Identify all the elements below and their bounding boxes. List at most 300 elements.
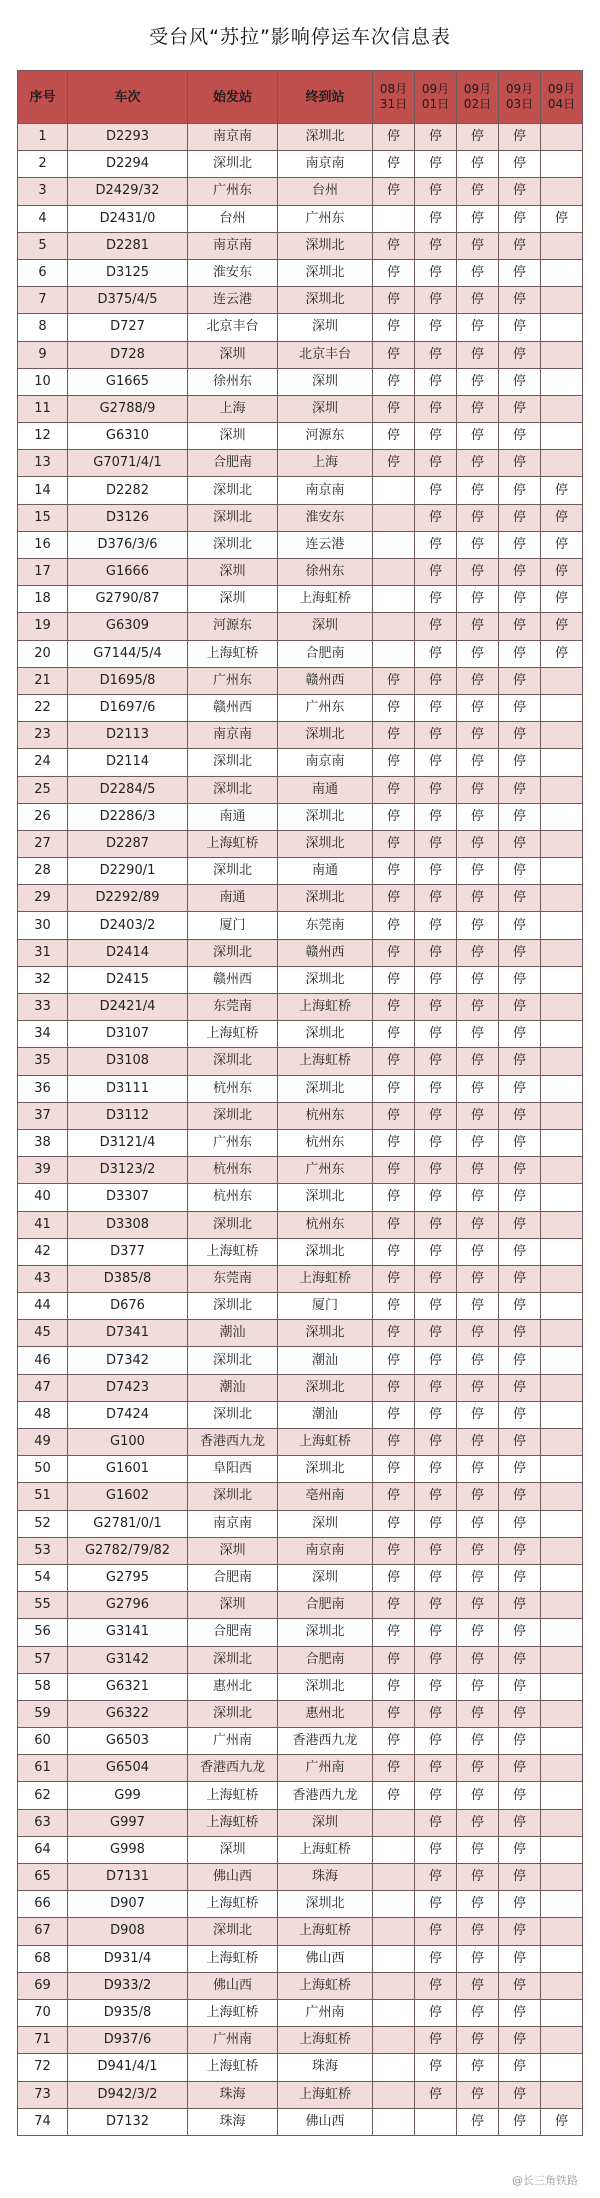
- cell-index: 57: [18, 1646, 68, 1673]
- cell-destination: 广州南: [278, 1755, 373, 1782]
- cell-stop-day-4: [541, 423, 583, 450]
- cell-stop-day-0: [373, 2027, 415, 2054]
- cell-index: 10: [18, 368, 68, 395]
- cell-destination: 徐州东: [278, 559, 373, 586]
- cell-origin: 杭州东: [188, 1184, 278, 1211]
- cell-stop-day-3: 停: [499, 1646, 541, 1673]
- cell-stop-day-0: 停: [373, 1184, 415, 1211]
- cell-stop-day-4: [541, 1836, 583, 1863]
- cell-destination: 合肥南: [278, 640, 373, 667]
- cell-stop-day-3: 停: [499, 504, 541, 531]
- cell-destination: 上海虹桥: [278, 994, 373, 1021]
- cell-stop-day-0: 停: [373, 1347, 415, 1374]
- cell-stop-day-3: 停: [499, 1592, 541, 1619]
- cell-stop-day-4: 停: [541, 477, 583, 504]
- cell-stop-day-1: 停: [415, 1374, 457, 1401]
- cell-stop-day-0: 停: [373, 1700, 415, 1727]
- table-row: [18, 1864, 583, 1891]
- cell-train: G7144/5/4: [68, 640, 188, 667]
- cell-index: 34: [18, 1021, 68, 1048]
- table-row: [18, 1184, 583, 1211]
- cell-stop-day-1: 停: [415, 1972, 457, 1999]
- cell-stop-day-2: 停: [457, 640, 499, 667]
- table-row: [18, 341, 583, 368]
- cell-destination: 深圳: [278, 395, 373, 422]
- cell-stop-day-0: 停: [373, 1728, 415, 1755]
- cell-origin: 深圳: [188, 423, 278, 450]
- cell-destination: 南通: [278, 858, 373, 885]
- cell-stop-day-2: 停: [457, 858, 499, 885]
- table-row: [18, 667, 583, 694]
- cell-index: 47: [18, 1374, 68, 1401]
- cell-stop-day-0: 停: [373, 1619, 415, 1646]
- cell-stop-day-3: 停: [499, 1483, 541, 1510]
- table-row: [18, 1782, 583, 1809]
- cell-index: 66: [18, 1891, 68, 1918]
- cell-index: 37: [18, 1102, 68, 1129]
- table-row: [18, 803, 583, 830]
- cell-stop-day-1: 停: [415, 722, 457, 749]
- cell-stop-day-2: 停: [457, 667, 499, 694]
- cell-index: 35: [18, 1048, 68, 1075]
- cell-origin: 潮汕: [188, 1374, 278, 1401]
- cell-stop-day-1: 停: [415, 341, 457, 368]
- cell-index: 59: [18, 1700, 68, 1727]
- cell-origin: 上海虹桥: [188, 640, 278, 667]
- cell-stop-day-4: [541, 830, 583, 857]
- cell-stop-day-2: 停: [457, 287, 499, 314]
- cell-stop-day-2: 停: [457, 586, 499, 613]
- cell-origin: 深圳北: [188, 1211, 278, 1238]
- header-month: 09月: [547, 82, 576, 96]
- cell-origin: 赣州西: [188, 694, 278, 721]
- cell-index: 42: [18, 1238, 68, 1265]
- cell-train: D3107: [68, 1021, 188, 1048]
- table-row: [18, 1021, 583, 1048]
- cell-destination: 杭州东: [278, 1211, 373, 1238]
- cell-stop-day-0: [373, 205, 415, 232]
- cell-stop-day-3: 停: [499, 1619, 541, 1646]
- cell-train: D376/3/6: [68, 531, 188, 558]
- cell-stop-day-2: 停: [457, 1945, 499, 1972]
- cell-stop-day-1: 停: [415, 259, 457, 286]
- cell-stop-day-4: [541, 1347, 583, 1374]
- cell-stop-day-4: [541, 749, 583, 776]
- cell-origin: 广州东: [188, 178, 278, 205]
- cell-stop-day-3: 停: [499, 994, 541, 1021]
- cell-index: 14: [18, 477, 68, 504]
- cell-stop-day-0: 停: [373, 423, 415, 450]
- cell-stop-day-0: 停: [373, 1265, 415, 1292]
- cell-stop-day-0: 停: [373, 1129, 415, 1156]
- table-row: [18, 885, 583, 912]
- cell-stop-day-2: 停: [457, 1537, 499, 1564]
- cell-stop-day-0: 停: [373, 912, 415, 939]
- table-row: [18, 124, 583, 151]
- table-row: [18, 1265, 583, 1292]
- cell-stop-day-2: 停: [457, 2054, 499, 2081]
- cell-origin: 香港西九龙: [188, 1429, 278, 1456]
- cell-train: D3126: [68, 504, 188, 531]
- cell-stop-day-3: 停: [499, 912, 541, 939]
- cell-index: 71: [18, 2027, 68, 2054]
- cell-stop-day-1: 停: [415, 1075, 457, 1102]
- cell-train: D2429/32: [68, 178, 188, 205]
- cell-stop-day-3: 停: [499, 1048, 541, 1075]
- cell-stop-day-2: 停: [457, 1347, 499, 1374]
- cell-index: 65: [18, 1864, 68, 1891]
- cell-stop-day-3: 停: [499, 722, 541, 749]
- cell-destination: 深圳北: [278, 1619, 373, 1646]
- cell-stop-day-3: 停: [499, 1429, 541, 1456]
- cell-stop-day-4: [541, 994, 583, 1021]
- cell-index: 16: [18, 531, 68, 558]
- cell-stop-day-2: 停: [457, 124, 499, 151]
- cell-origin: 深圳北: [188, 1347, 278, 1374]
- cell-stop-day-3: 停: [499, 232, 541, 259]
- cell-index: 74: [18, 2108, 68, 2135]
- cell-stop-day-0: 停: [373, 1075, 415, 1102]
- cell-train: D727: [68, 314, 188, 341]
- cell-stop-day-1: 停: [415, 178, 457, 205]
- cell-destination: 上海虹桥: [278, 586, 373, 613]
- table-row: [18, 1374, 583, 1401]
- cell-stop-day-4: [541, 450, 583, 477]
- cell-stop-day-0: 停: [373, 803, 415, 830]
- cell-stop-day-2: 停: [457, 1891, 499, 1918]
- cell-index: 72: [18, 2054, 68, 2081]
- cell-stop-day-0: 停: [373, 1782, 415, 1809]
- cell-stop-day-4: [541, 1238, 583, 1265]
- cell-stop-day-0: 停: [373, 1456, 415, 1483]
- cell-stop-day-2: 停: [457, 912, 499, 939]
- cell-train: D375/4/5: [68, 287, 188, 314]
- cell-stop-day-0: [373, 504, 415, 531]
- cell-stop-day-4: 停: [541, 2108, 583, 2135]
- cell-origin: 深圳: [188, 341, 278, 368]
- table-row: [18, 912, 583, 939]
- header-month: 09月: [421, 82, 450, 96]
- cell-stop-day-3: 停: [499, 531, 541, 558]
- cell-train: G1666: [68, 559, 188, 586]
- cell-origin: 深圳北: [188, 858, 278, 885]
- cell-stop-day-0: [373, 2081, 415, 2108]
- cell-stop-day-0: 停: [373, 1374, 415, 1401]
- cell-stop-day-4: [541, 1619, 583, 1646]
- cell-stop-day-1: 停: [415, 151, 457, 178]
- cell-train: G6322: [68, 1700, 188, 1727]
- cell-stop-day-0: [373, 531, 415, 558]
- table-header: [18, 71, 583, 124]
- cell-stop-day-4: [541, 1129, 583, 1156]
- cell-stop-day-4: [541, 1211, 583, 1238]
- cell-stop-day-1: 停: [415, 694, 457, 721]
- cell-origin: 赣州西: [188, 966, 278, 993]
- table-row: [18, 2081, 583, 2108]
- cell-stop-day-1: 停: [415, 1592, 457, 1619]
- cell-train: D385/8: [68, 1265, 188, 1292]
- cell-stop-day-1: 停: [415, 885, 457, 912]
- cell-stop-day-1: 停: [415, 477, 457, 504]
- cell-train: D2290/1: [68, 858, 188, 885]
- cell-stop-day-4: [541, 803, 583, 830]
- cell-stop-day-0: 停: [373, 1401, 415, 1428]
- header-origin: 始发站: [188, 71, 278, 124]
- cell-stop-day-0: 停: [373, 722, 415, 749]
- cell-stop-day-2: 停: [457, 1265, 499, 1292]
- cell-stop-day-0: [373, 613, 415, 640]
- cell-stop-day-4: [541, 1456, 583, 1483]
- cell-index: 31: [18, 939, 68, 966]
- cell-stop-day-2: 停: [457, 1102, 499, 1129]
- table-row: [18, 178, 583, 205]
- cell-stop-day-1: 停: [415, 1864, 457, 1891]
- cell-index: 49: [18, 1429, 68, 1456]
- cell-stop-day-2: 停: [457, 1864, 499, 1891]
- table-row: [18, 2027, 583, 2054]
- cell-stop-day-0: 停: [373, 1510, 415, 1537]
- cell-stop-day-3: 停: [499, 694, 541, 721]
- cell-stop-day-1: 停: [415, 966, 457, 993]
- cell-origin: 广州东: [188, 1129, 278, 1156]
- cell-index: 33: [18, 994, 68, 1021]
- cell-destination: 南通: [278, 776, 373, 803]
- cell-stop-day-4: [541, 1646, 583, 1673]
- cell-stop-day-1: 停: [415, 1320, 457, 1347]
- cell-stop-day-3: 停: [499, 151, 541, 178]
- cell-stop-day-4: [541, 1048, 583, 1075]
- cell-destination: 香港西九龙: [278, 1782, 373, 1809]
- cell-stop-day-3: 停: [499, 450, 541, 477]
- cell-stop-day-2: 停: [457, 1700, 499, 1727]
- cell-stop-day-2: 停: [457, 994, 499, 1021]
- cell-index: 3: [18, 178, 68, 205]
- cell-train: D908: [68, 1918, 188, 1945]
- table-row: [18, 423, 583, 450]
- cell-train: D935/8: [68, 1999, 188, 2026]
- cell-train: G1601: [68, 1456, 188, 1483]
- cell-train: D942/3/2: [68, 2081, 188, 2108]
- cell-stop-day-2: 停: [457, 1211, 499, 1238]
- cell-stop-day-3: 停: [499, 1537, 541, 1564]
- table-row: [18, 368, 583, 395]
- cell-stop-day-2: 停: [457, 722, 499, 749]
- cell-stop-day-4: [541, 912, 583, 939]
- table-row: [18, 1129, 583, 1156]
- cell-destination: 淮安东: [278, 504, 373, 531]
- cell-stop-day-3: 停: [499, 1157, 541, 1184]
- cell-stop-day-1: 停: [415, 586, 457, 613]
- cell-stop-day-2: 停: [457, 178, 499, 205]
- cell-origin: 深圳: [188, 1836, 278, 1863]
- cell-train: D941/4/1: [68, 2054, 188, 2081]
- cell-origin: 南京南: [188, 232, 278, 259]
- cell-index: 11: [18, 395, 68, 422]
- cell-stop-day-3: 停: [499, 1972, 541, 1999]
- cell-origin: 合肥南: [188, 1619, 278, 1646]
- cell-stop-day-3: 停: [499, 939, 541, 966]
- cell-train: G3141: [68, 1619, 188, 1646]
- cell-stop-day-3: 停: [499, 314, 541, 341]
- header-month: 08月: [379, 82, 408, 96]
- cell-stop-day-1: 停: [415, 1510, 457, 1537]
- cell-stop-day-4: [541, 2027, 583, 2054]
- header-day: 03日: [505, 97, 534, 111]
- cell-index: 62: [18, 1782, 68, 1809]
- cell-index: 6: [18, 259, 68, 286]
- cell-stop-day-1: 停: [415, 1129, 457, 1156]
- cell-origin: 珠海: [188, 2081, 278, 2108]
- cell-index: 13: [18, 450, 68, 477]
- cell-stop-day-2: 停: [457, 341, 499, 368]
- cell-stop-day-0: 停: [373, 368, 415, 395]
- table-row: [18, 640, 583, 667]
- cell-stop-day-1: 停: [415, 1456, 457, 1483]
- cell-train: G100: [68, 1429, 188, 1456]
- cell-stop-day-0: 停: [373, 314, 415, 341]
- cell-stop-day-0: 停: [373, 232, 415, 259]
- cell-stop-day-4: [541, 1075, 583, 1102]
- table-row: [18, 1836, 583, 1863]
- cell-stop-day-2: 停: [457, 613, 499, 640]
- cell-destination: 上海虹桥: [278, 1048, 373, 1075]
- cell-origin: 上海虹桥: [188, 830, 278, 857]
- cell-stop-day-0: 停: [373, 1755, 415, 1782]
- table-row: [18, 1048, 583, 1075]
- cell-stop-day-1: 停: [415, 1782, 457, 1809]
- cell-destination: 广州南: [278, 1999, 373, 2026]
- cell-destination: 深圳北: [278, 124, 373, 151]
- cell-destination: 深圳北: [278, 259, 373, 286]
- cell-stop-day-2: 停: [457, 1157, 499, 1184]
- cell-train: D7342: [68, 1347, 188, 1374]
- cell-stop-day-1: 停: [415, 1102, 457, 1129]
- cell-index: 2: [18, 151, 68, 178]
- header-train: 车次: [68, 71, 188, 124]
- cell-origin: 上海虹桥: [188, 1999, 278, 2026]
- cell-train: G2796: [68, 1592, 188, 1619]
- cell-origin: 杭州东: [188, 1075, 278, 1102]
- cell-index: 68: [18, 1945, 68, 1972]
- cell-origin: 深圳北: [188, 1918, 278, 1945]
- cell-origin: 深圳: [188, 559, 278, 586]
- table-row: [18, 314, 583, 341]
- cell-index: 5: [18, 232, 68, 259]
- cell-destination: 深圳北: [278, 1021, 373, 1048]
- cell-stop-day-0: 停: [373, 1021, 415, 1048]
- cell-stop-day-4: 停: [541, 531, 583, 558]
- cell-index: 69: [18, 1972, 68, 1999]
- cell-stop-day-2: 停: [457, 1999, 499, 2026]
- cell-stop-day-1: 停: [415, 667, 457, 694]
- cell-origin: 南京南: [188, 124, 278, 151]
- cell-stop-day-3: 停: [499, 1238, 541, 1265]
- table-row: [18, 1075, 583, 1102]
- cell-origin: 深圳北: [188, 1102, 278, 1129]
- cell-origin: 河源东: [188, 613, 278, 640]
- cell-index: 29: [18, 885, 68, 912]
- cell-index: 48: [18, 1401, 68, 1428]
- cell-stop-day-1: 停: [415, 2054, 457, 2081]
- cell-index: 70: [18, 1999, 68, 2026]
- cell-train: D3307: [68, 1184, 188, 1211]
- cell-stop-day-2: 停: [457, 504, 499, 531]
- cell-stop-day-3: 停: [499, 559, 541, 586]
- cell-stop-day-0: [373, 2108, 415, 2135]
- cell-stop-day-4: [541, 1537, 583, 1564]
- cell-stop-day-0: 停: [373, 124, 415, 151]
- cell-destination: 广州东: [278, 694, 373, 721]
- cell-stop-day-2: 停: [457, 803, 499, 830]
- cell-destination: 惠州北: [278, 1700, 373, 1727]
- cell-stop-day-0: 停: [373, 994, 415, 1021]
- cell-index: 36: [18, 1075, 68, 1102]
- cell-stop-day-2: 停: [457, 450, 499, 477]
- cell-stop-day-3: 停: [499, 776, 541, 803]
- cell-destination: 上海虹桥: [278, 2027, 373, 2054]
- cell-stop-day-3: 停: [499, 1102, 541, 1129]
- cell-stop-day-3: 停: [499, 2081, 541, 2108]
- header-destination: 终到站: [278, 71, 373, 124]
- cell-stop-day-0: [373, 640, 415, 667]
- cell-index: 9: [18, 341, 68, 368]
- cell-stop-day-4: [541, 1184, 583, 1211]
- cell-stop-day-2: 停: [457, 966, 499, 993]
- header-date-0902: [457, 71, 499, 124]
- header-date-0901: [415, 71, 457, 124]
- cell-index: 60: [18, 1728, 68, 1755]
- cell-index: 17: [18, 559, 68, 586]
- cell-train: D2415: [68, 966, 188, 993]
- cell-index: 51: [18, 1483, 68, 1510]
- table-row: [18, 1102, 583, 1129]
- cell-origin: 深圳: [188, 586, 278, 613]
- table-row: [18, 287, 583, 314]
- table-body: [18, 124, 583, 2136]
- cell-origin: 杭州东: [188, 1157, 278, 1184]
- cell-index: 56: [18, 1619, 68, 1646]
- page-title: 受台风“苏拉”影响停运车次信息表: [149, 26, 451, 48]
- cell-index: 30: [18, 912, 68, 939]
- cell-stop-day-2: 停: [457, 1184, 499, 1211]
- cell-destination: 东莞南: [278, 912, 373, 939]
- cell-stop-day-4: [541, 1157, 583, 1184]
- cell-train: G6321: [68, 1673, 188, 1700]
- cell-destination: 深圳北: [278, 232, 373, 259]
- cell-destination: 深圳: [278, 1809, 373, 1836]
- cell-origin: 广州南: [188, 2027, 278, 2054]
- cell-index: 22: [18, 694, 68, 721]
- cell-train: G2790/87: [68, 586, 188, 613]
- cell-stop-day-4: [541, 124, 583, 151]
- cell-destination: 上海虹桥: [278, 2081, 373, 2108]
- cell-stop-day-2: 停: [457, 559, 499, 586]
- table-row: [18, 1537, 583, 1564]
- cell-stop-day-3: 停: [499, 1918, 541, 1945]
- cell-train: G2788/9: [68, 395, 188, 422]
- cell-origin: 连云港: [188, 287, 278, 314]
- cell-stop-day-4: [541, 1809, 583, 1836]
- table-row: [18, 1157, 583, 1184]
- cell-stop-day-1: 停: [415, 1211, 457, 1238]
- cell-stop-day-1: 停: [415, 858, 457, 885]
- cell-train: G1665: [68, 368, 188, 395]
- cell-index: 54: [18, 1564, 68, 1591]
- cell-destination: 深圳北: [278, 1320, 373, 1347]
- table-row: [18, 1401, 583, 1428]
- table-row: [18, 586, 583, 613]
- cell-stop-day-0: 停: [373, 939, 415, 966]
